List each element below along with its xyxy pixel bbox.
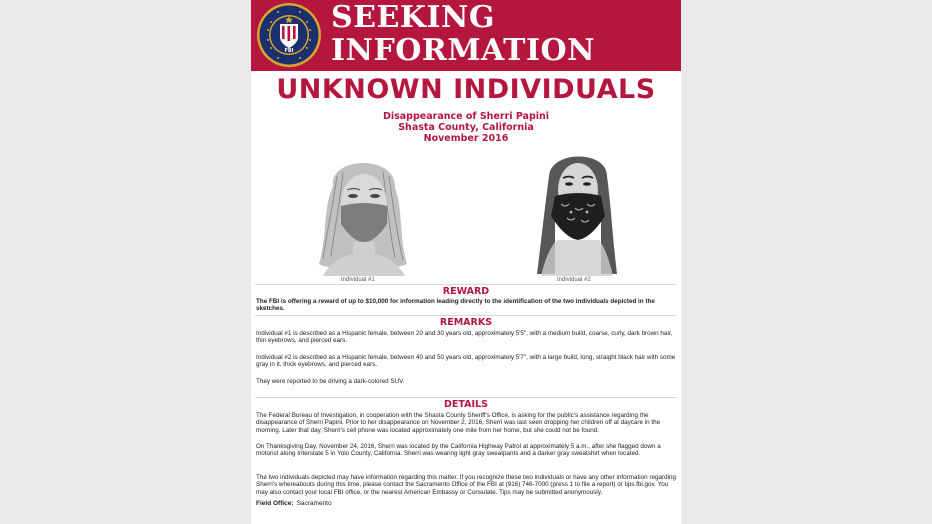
- header-banner: [251, 0, 681, 71]
- case-info: [251, 111, 681, 144]
- divider: [255, 397, 677, 398]
- remarks-paragraph-3: They were reported to be driving a dark-colored SUV.: [256, 378, 405, 385]
- remarks-paragraph-2: Individual #2 is described as a Hispanic female, between 40 and 50 years old, approximately 5'7", with a large build, long, straight black hair with some gray in it, thick eyebrows, and pierced ears.: [256, 354, 676, 369]
- banner-title: [331, 1, 595, 67]
- remarks-heading: REMARKS: [439, 317, 493, 328]
- seal-initials: FBI: [284, 48, 294, 54]
- remarks-paragraph-1: Individual #1 is described as a Hispanic female, between 20 and 30 years old, approximately 5'5", with a medium build, coarse, curly, dark brown hair, thin eyebrows, and pierced ears.: [256, 330, 673, 345]
- fbi-seal-icon: [256, 2, 322, 68]
- details-paragraph-3: The two individuals depicted may have information regarding this matter. If you recognize these two individuals or have any other information regarding Sherri's whereabouts during this time, please contact the Sacramento Office of the FBI at (916) 746-7000 (press 1 to file a report) or tips.fbi.gov. You may also contact your local FBI office, or the nearest American Embassy or Consulate. Tips may be submitted anonymously.: [256, 474, 677, 496]
- reward-heading: REWARD: [442, 286, 490, 297]
- case-title: Disappearance of Sherri Papini: [382, 111, 550, 122]
- details-paragraph-1: The Federal Bureau of Investigation, in cooperation with the Shasta County Sheriff's Office, is asking for the public's assistance regarding the disappearance of Sherri Papini. Prior to her disappearance on November 2, 2016, Sherri was last seen dropping her children off at daycare in the morning. Later that day, Sherri's cell phone was located approximately one mile from her home, but she could not be found.: [256, 412, 661, 434]
- divider: [255, 284, 677, 285]
- case-date: November 2016: [423, 133, 509, 144]
- sketch-individual-2: [527, 146, 627, 278]
- field-office-label: Field Office:: [256, 500, 294, 507]
- details-heading: DETAILS: [444, 399, 488, 410]
- reward-text: The FBI is offering a reward of up to $10,000 for information leading directly to the identification of the two individuals depicted in the sketches.: [256, 298, 655, 313]
- divider: [255, 315, 677, 316]
- field-office-value: Sacramento: [296, 500, 332, 507]
- field-office: [256, 500, 332, 507]
- sketch-caption-1: Individual #1: [341, 277, 375, 283]
- sketch-individual-1: [303, 146, 423, 278]
- details-paragraph-2: On Thanksgiving Day, November 24, 2016, Sherri was located by the California Highway Patrol at approximately 5 a.m., after she flagged down a motorist along Interstate 5 in Yolo County, California. Sherri was wearing light gray sweatpants and a darker gray sweatshirt when located.: [256, 443, 661, 458]
- sketch-caption-2: Individual #2: [557, 277, 591, 283]
- banner-title-line2: INFORMATION: [331, 33, 596, 68]
- poster-headline: UNKNOWN INDIVIDUALS: [276, 74, 656, 105]
- banner-title-line1: SEEKING: [331, 0, 496, 35]
- wanted-poster: [251, 0, 681, 524]
- case-location: Shasta County, California: [398, 122, 534, 133]
